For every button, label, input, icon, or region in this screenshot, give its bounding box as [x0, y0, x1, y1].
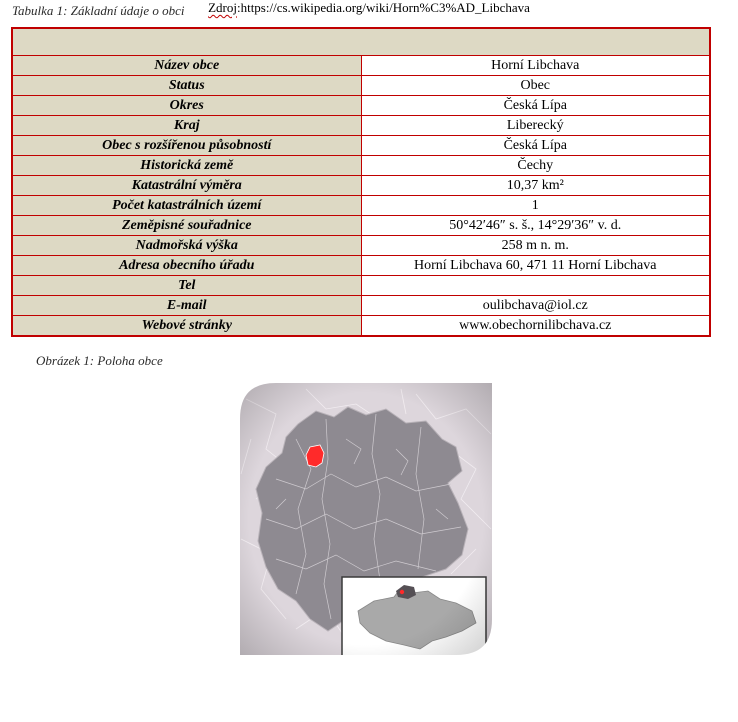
table-header-row [12, 28, 710, 56]
table-row [12, 56, 710, 76]
row-label: Počet katastrálních území [12, 196, 361, 216]
row-label: Tel [12, 276, 361, 296]
table-caption: Tabulka 1: Základní údaje o obci [12, 3, 185, 18]
row-label: Zeměpisné souřadnice [12, 216, 361, 236]
row-label: Název obce [12, 56, 361, 76]
row-value: 258 m n. m. [361, 236, 710, 256]
table-row [12, 156, 710, 176]
table-row [12, 116, 710, 136]
table-row [12, 256, 710, 276]
row-label: Adresa obecního úřadu [12, 256, 361, 276]
table-row [12, 76, 710, 96]
row-value [361, 276, 710, 296]
row-label: Okres [12, 96, 361, 116]
table-row [12, 296, 710, 316]
row-label: Webové stránky [12, 316, 361, 337]
table-row [12, 176, 710, 196]
row-label: Historická země [12, 156, 361, 176]
municipality-info-table [11, 27, 711, 337]
row-value: 1 [361, 196, 710, 216]
table-row [12, 196, 710, 216]
row-value: Obec [361, 76, 710, 96]
row-label: Katastrální výměra [12, 176, 361, 196]
row-value: 50°42′46″ s. š., 14°29′36″ v. d. [361, 216, 710, 236]
row-value: oulibchava@iol.cz [361, 296, 710, 316]
figure-caption: Obrázek 1: Poloha obce [36, 353, 163, 368]
row-value: Horní Libchava [361, 56, 710, 76]
row-value: Liberecký [361, 116, 710, 136]
row-label: Status [12, 76, 361, 96]
table-row [12, 236, 710, 256]
table-row [12, 276, 710, 296]
table-header-cell [12, 28, 710, 56]
table-row [12, 216, 710, 236]
row-label: Kraj [12, 116, 361, 136]
row-label: Obec s rozšířenou působností [12, 136, 361, 156]
row-label: E-mail [12, 296, 361, 316]
row-value: Čechy [361, 156, 710, 176]
table-row [12, 316, 710, 337]
row-value: Horní Libchava 60, 471 11 Horní Libchava [361, 256, 710, 276]
frame-shading [236, 379, 496, 659]
row-value: Česká Lípa [361, 136, 710, 156]
table-row [12, 96, 710, 116]
source-url: :https://cs.wikipedia.org/wiki/Horn%C3%AD_Libchava [236, 0, 530, 15]
row-value: Česká Lípa [361, 96, 710, 116]
source-prefix: Zdroj [208, 0, 237, 15]
location-map [236, 379, 496, 659]
row-value: 10,37 km² [361, 176, 710, 196]
row-label: Nadmořská výška [12, 236, 361, 256]
table-row [12, 136, 710, 156]
row-value: www.obechornilibchava.cz [361, 316, 710, 337]
